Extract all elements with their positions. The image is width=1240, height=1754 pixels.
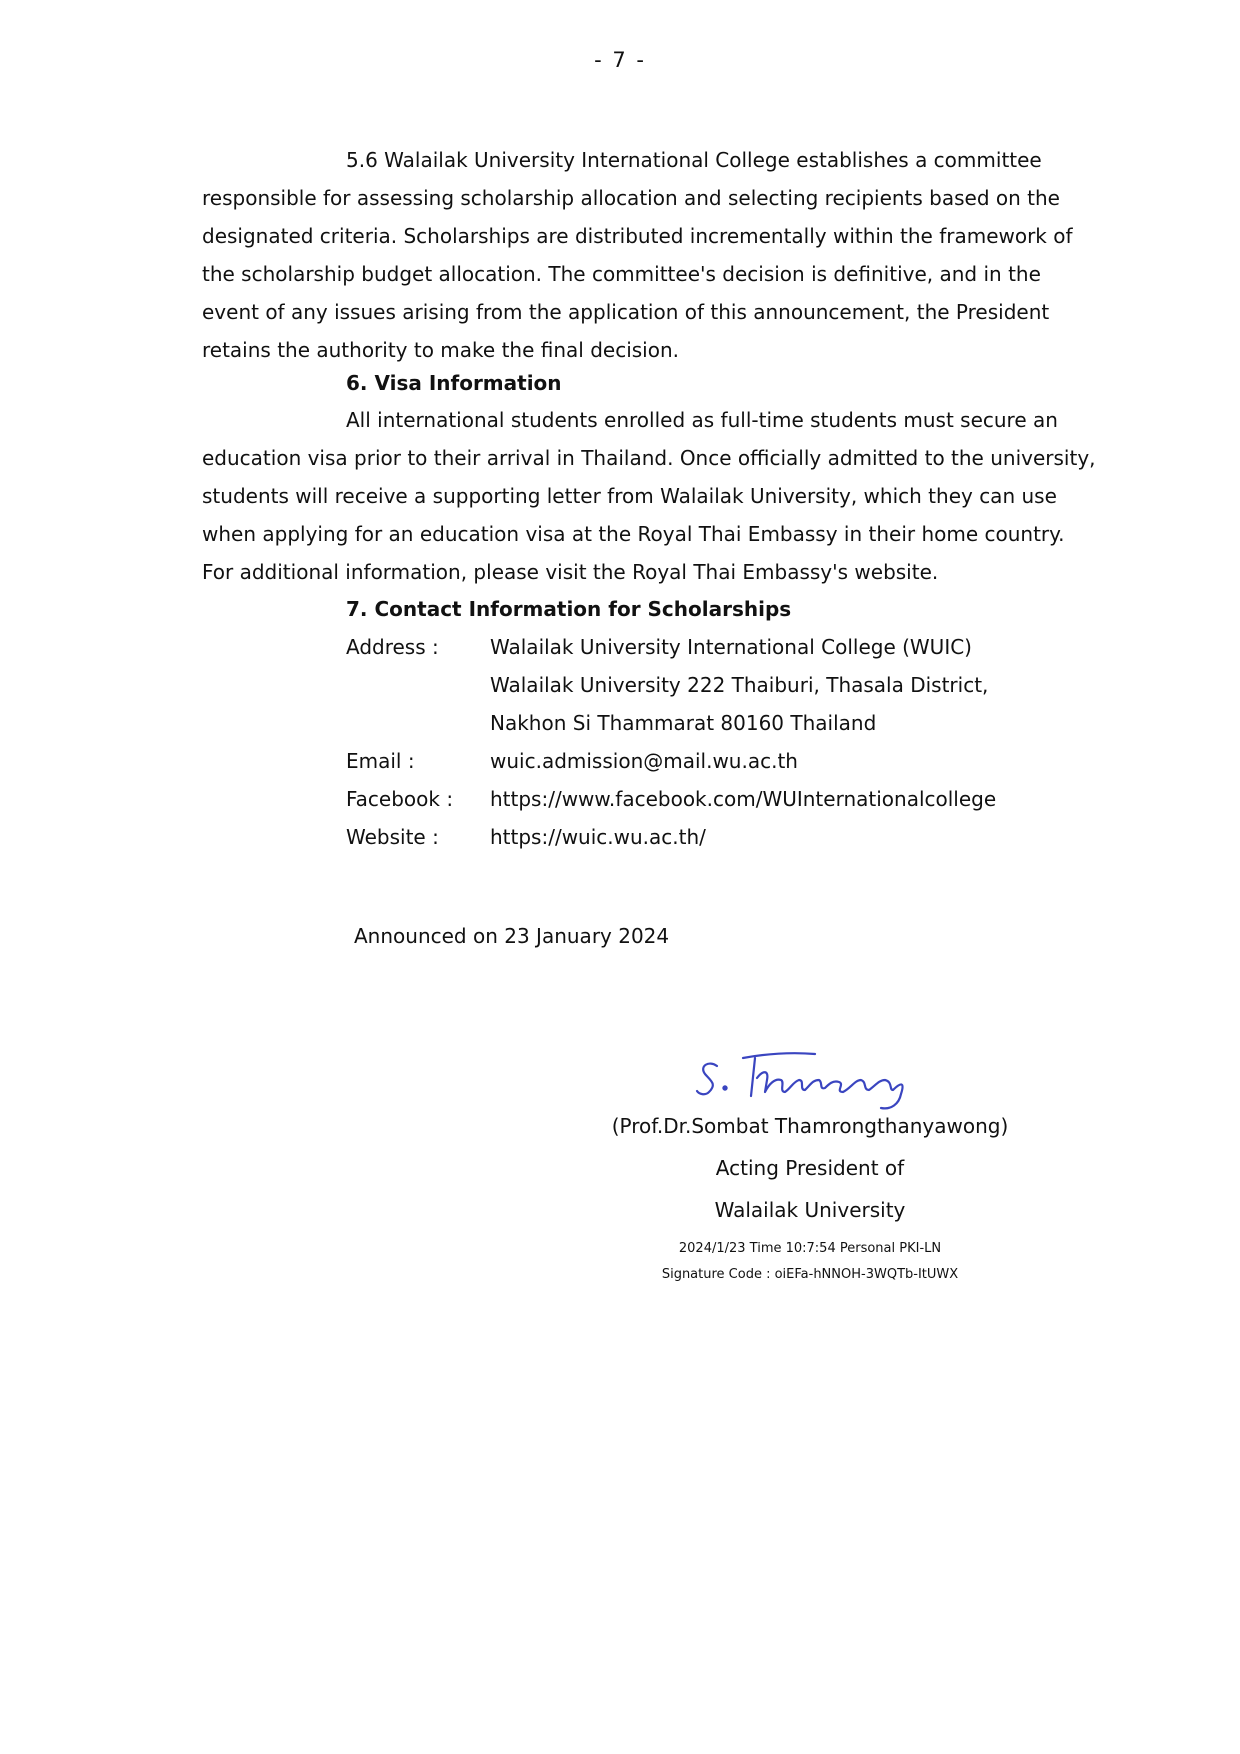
facebook-label: Facebook :: [346, 787, 454, 811]
signatory-title-2: Walailak University: [714, 1198, 906, 1222]
visa-paragraph: All international students enrolled as full-time students must secure an education visa prior to their arrival in Thailand. Once officially admitted to the university, students will receive a supporting letter from Walailak University, which they can use when applying for an education visa at the Royal Thai Embassy in their home country. For additional information, please visit the Royal Thai Embassy's website.: [202, 408, 1096, 584]
signature-code: Signature Code : oiEFa-hNNOH-3WQTb-ItUWX: [661, 1267, 959, 1282]
visa-heading: 6. Visa Information: [346, 371, 562, 395]
email-label: Email :: [346, 749, 415, 773]
contact-heading: 7. Contact Information for Scholarships: [346, 597, 792, 621]
website-label: Website :: [346, 825, 439, 849]
signatory-title-1: Acting President of: [715, 1156, 905, 1180]
signature-timestamp: 2024/1/23 Time 10:7:54 Personal PKI-LN: [678, 1241, 942, 1256]
website-link[interactable]: https://wuic.wu.ac.th/: [490, 825, 706, 849]
email-value[interactable]: wuic.admission@mail.wu.ac.th: [490, 749, 798, 773]
address-line-1: Walailak University International College (WUIC): [490, 635, 972, 659]
address-label: Address :: [346, 635, 439, 659]
page-number: - 7 -: [594, 48, 646, 72]
signatory-name: (Prof.Dr.Sombat Thamrongthanyawong): [611, 1114, 1009, 1138]
address-line-3: Nakhon Si Thammarat 80160 Thailand: [490, 711, 877, 735]
section-5-6-paragraph: 5.6 Walailak University International College establishes a committee responsible for assessing scholarship allocation and selecting recipients based on the designated criteria. Scholarships are distributed incrementally within the framework of the scholarship budget allocation. The committee's decision is definitive, and in the event of any issues arising from the application of this announcement, the President retains the authority to make the final decision.: [202, 148, 1073, 362]
handwritten-signature: [695, 1036, 925, 1116]
facebook-link[interactable]: https://www.facebook.com/WUInternationalcollege: [490, 787, 997, 811]
address-line-2: Walailak University 222 Thaiburi, Thasala District,: [490, 673, 989, 697]
announcement-date: Announced on 23 January 2024: [354, 924, 670, 948]
